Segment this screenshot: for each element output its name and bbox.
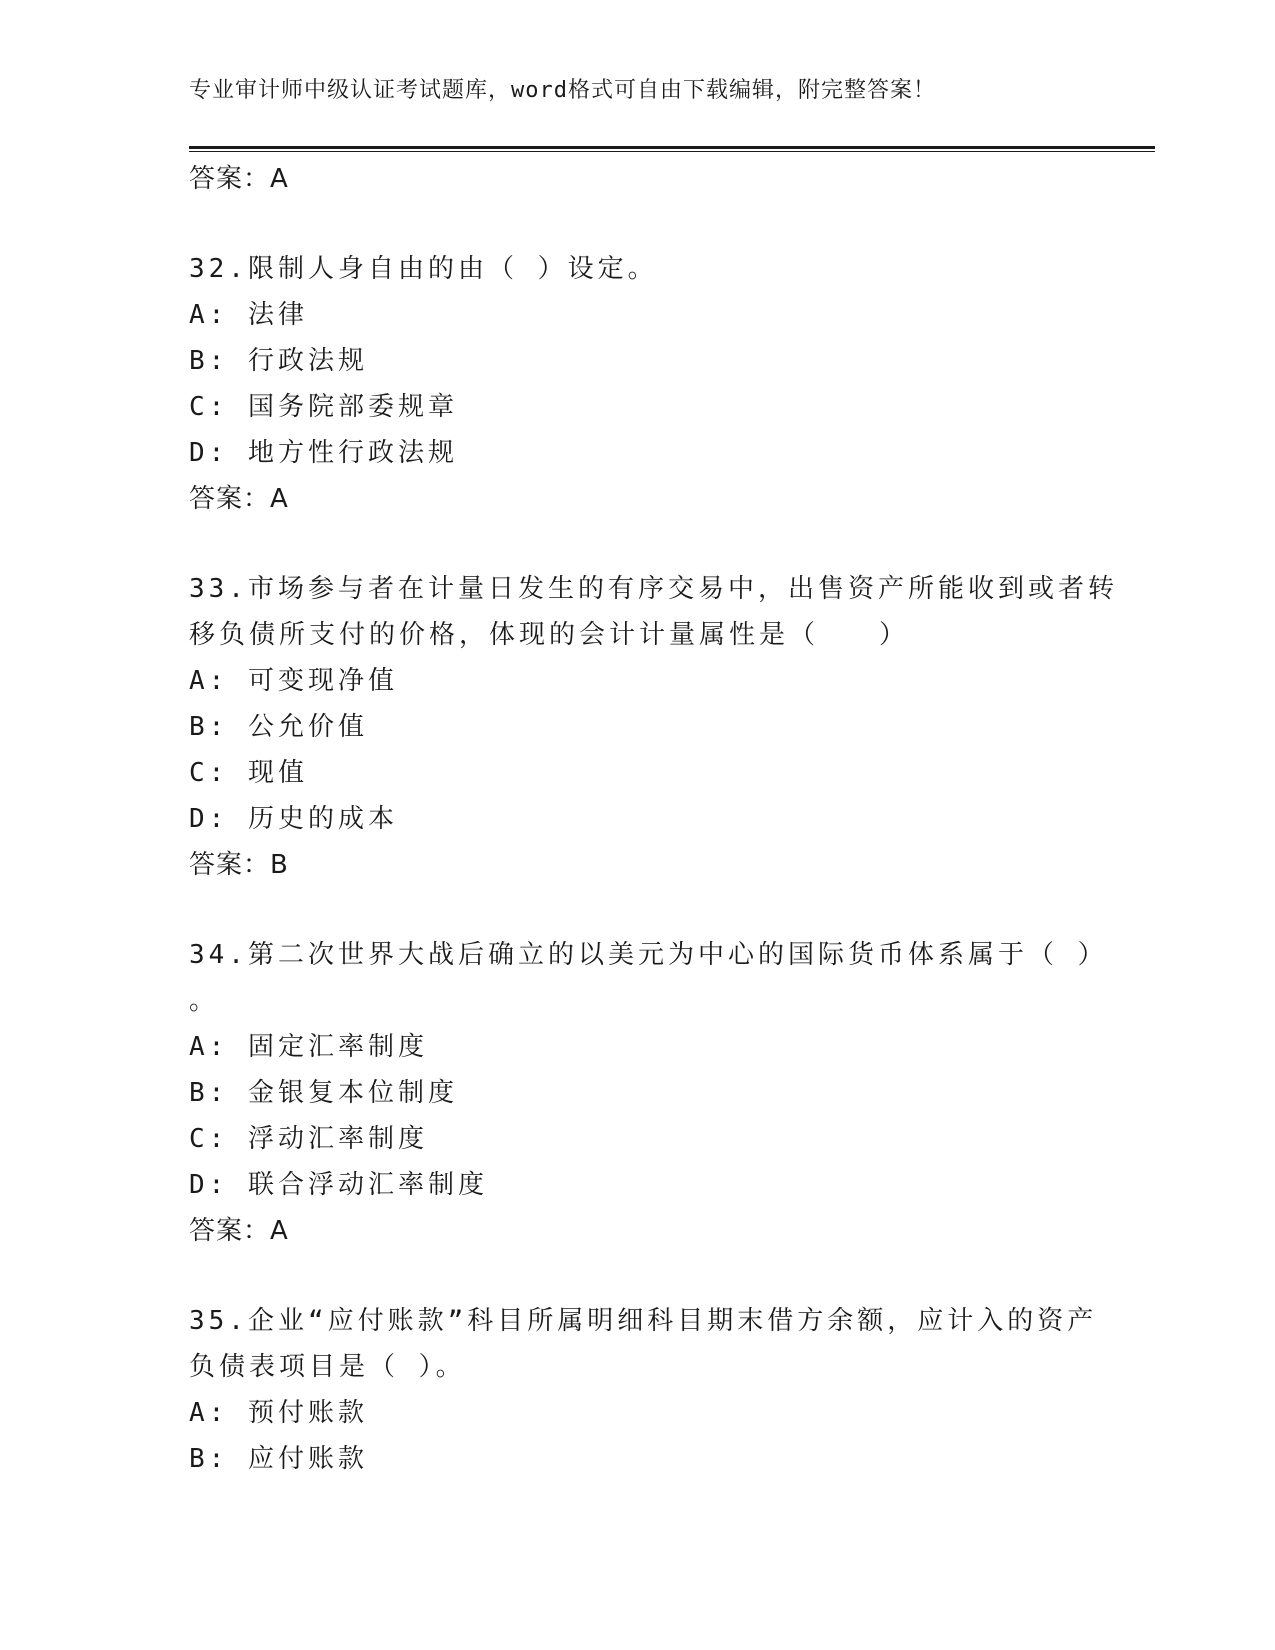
- question-spacer: [189, 522, 1109, 566]
- answer-option: A: 固定汇率制度: [189, 1032, 428, 1062]
- answer-option: B: 公允价值: [189, 712, 368, 742]
- answer-option: B: 应付账款: [189, 1444, 368, 1474]
- answer-option: D: 地方性行政法规: [189, 438, 458, 468]
- question-stem-line: 移负债所支付的价格，体现的会计计量属性是（ ）: [189, 620, 910, 650]
- question-block: [189, 1298, 1109, 1482]
- page-header-text: 专业审计师中级认证考试题库，word格式可自由下载编辑，附完整答案！: [189, 78, 936, 103]
- answer-option: D: 历史的成本: [189, 804, 398, 834]
- answer-option: B: 行政法规: [189, 346, 368, 376]
- question-stem: [189, 1298, 1109, 1390]
- question-list: [189, 202, 1118, 1482]
- answer-option: C: 现值: [189, 758, 308, 788]
- question-spacer: [189, 202, 1109, 246]
- answer-option: C: 国务院部委规章: [189, 392, 458, 422]
- question-stem-line: 33.市场参与者在计量日发生的有序交易中，出售资产所能收到或者转: [189, 574, 1118, 604]
- question-stem-line: 35.企业“应付账款”科目所属明细科目期末借方余额，应计入的资产: [189, 1306, 1098, 1336]
- question-stem-line: 34.第二次世界大战后确立的以美元为中心的国际货币体系属于（ ）: [189, 940, 1108, 970]
- question-stem-line: 32.限制人身自由的由（ ）设定。: [189, 254, 658, 284]
- answer-option: C: 浮动汇率制度: [189, 1124, 428, 1154]
- question-spacer: [189, 888, 1109, 932]
- question-stem: [189, 932, 1109, 1024]
- question-stem-line: 负债表项目是（ ）。: [189, 1352, 466, 1382]
- header-rule-thick: [189, 146, 1155, 149]
- question-stem: [189, 566, 1118, 658]
- answer-option: A: 预付账款: [189, 1398, 368, 1428]
- question-answer: 答案：A: [189, 484, 289, 514]
- header-rule-thin: [189, 151, 1155, 152]
- question-answer: 答案：A: [189, 1216, 289, 1246]
- answer-option: A: 法律: [189, 300, 308, 330]
- answer-option: B: 金银复本位制度: [189, 1078, 458, 1108]
- question-answer: 答案：B: [189, 850, 289, 880]
- question-stem-line: 。: [189, 986, 220, 1016]
- answer-option: D: 联合浮动汇率制度: [189, 1170, 488, 1200]
- question-stem: [189, 246, 1109, 292]
- question-content: [189, 156, 1118, 1482]
- previous-answer: 答案：A: [189, 164, 289, 194]
- question-block: [189, 932, 1109, 1254]
- question-block: [189, 246, 1109, 522]
- question-block: [189, 566, 1118, 888]
- question-spacer: [189, 1254, 1109, 1298]
- answer-option: A: 可变现净值: [189, 666, 398, 696]
